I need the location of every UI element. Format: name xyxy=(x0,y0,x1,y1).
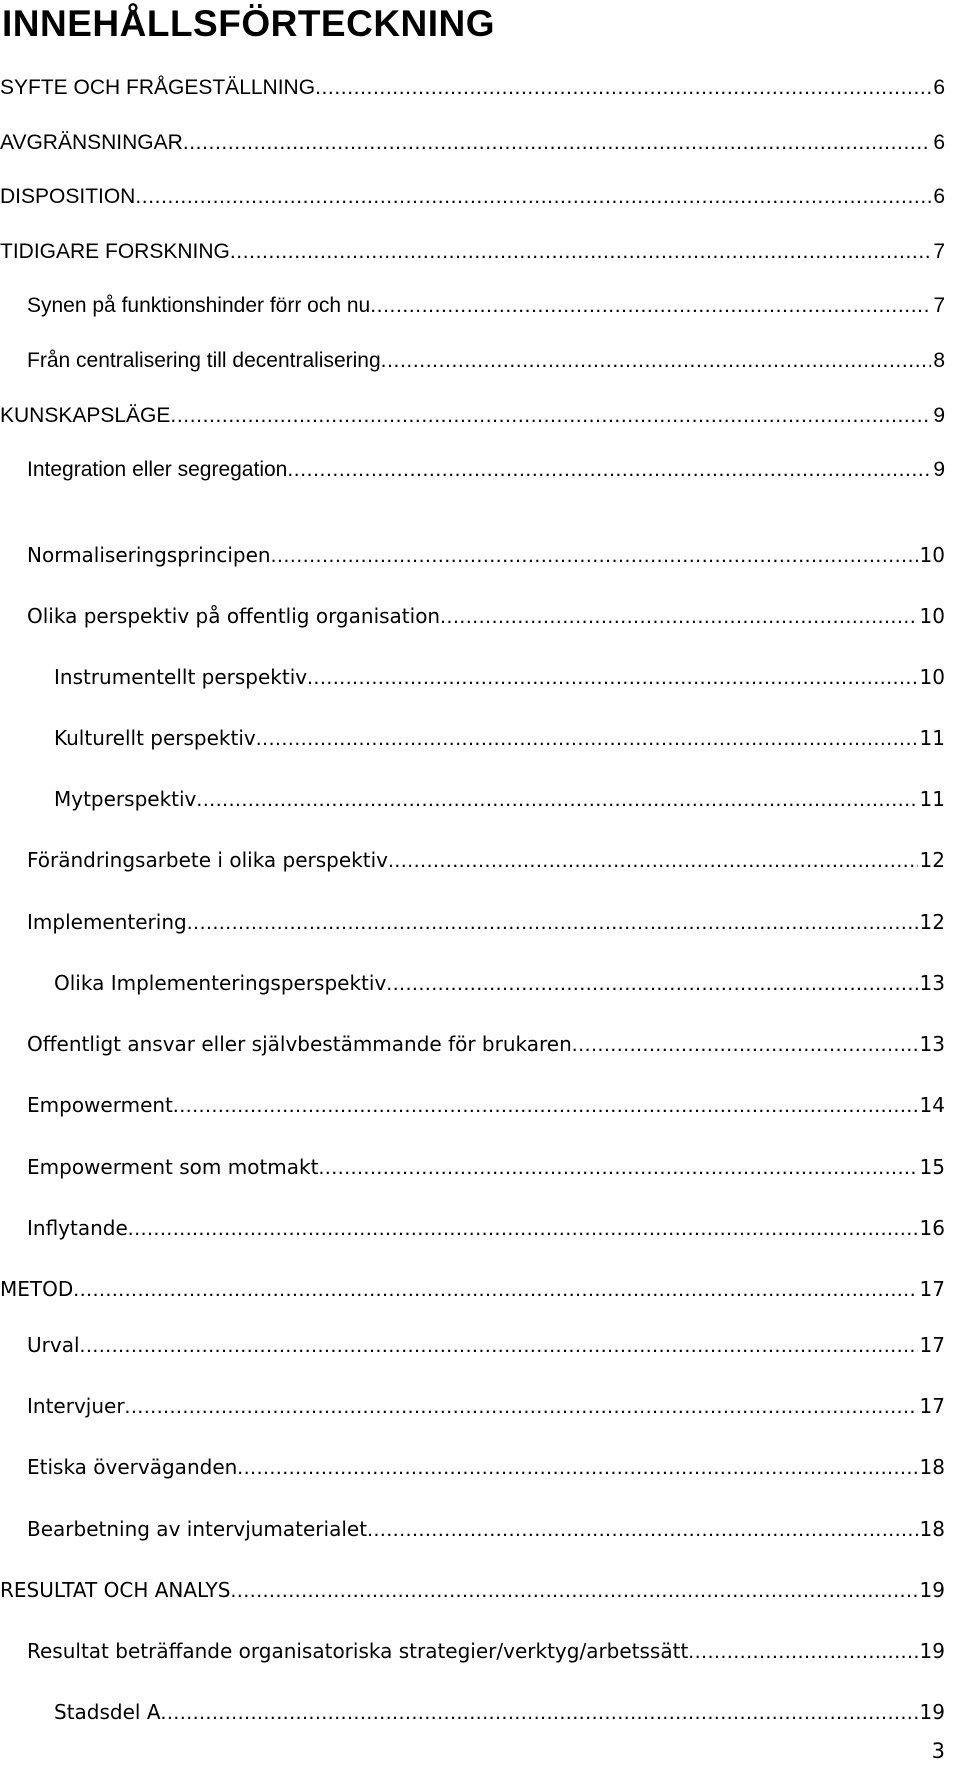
toc-entry-page: 17 xyxy=(919,1277,945,1301)
toc-entry[interactable] xyxy=(27,601,945,631)
toc-entry-page: 9 xyxy=(933,404,945,427)
toc-entry-label: Urval xyxy=(27,1333,80,1357)
toc-entry-label: KUNSKAPSLÄGE xyxy=(0,404,171,427)
dot-leader xyxy=(183,128,932,158)
toc-entry-label: Etiska överväganden xyxy=(27,1455,238,1479)
dot-leader xyxy=(187,908,918,938)
toc-entry-label: Olika perspektiv på offentlig organisation xyxy=(27,604,441,628)
dot-leader xyxy=(381,346,932,376)
toc-entry[interactable] xyxy=(0,73,945,103)
toc-entry[interactable] xyxy=(27,1029,945,1059)
toc-entry[interactable] xyxy=(27,1514,945,1544)
dot-leader xyxy=(256,724,918,754)
dot-leader xyxy=(386,969,917,999)
toc-entry[interactable] xyxy=(0,401,945,431)
toc-entry-page: 7 xyxy=(933,294,945,317)
toc-entry-page: 19 xyxy=(919,1639,945,1663)
dot-leader xyxy=(271,541,918,571)
toc-entry[interactable] xyxy=(54,968,945,998)
toc-entry-page: 10 xyxy=(919,543,945,567)
dot-leader xyxy=(315,73,931,103)
toc-entry-page: 14 xyxy=(919,1093,945,1117)
toc-entry-label: Inflytande xyxy=(27,1216,128,1240)
toc-entry-label: Integration eller segregation xyxy=(27,458,288,481)
toc-entry-page: 17 xyxy=(919,1394,945,1418)
toc-entry-page: 15 xyxy=(919,1155,945,1179)
toc-entry-label: Resultat beträffande organisatoriska strategier/verktyg/arbetssätt xyxy=(27,1639,689,1663)
toc-entry-label: Förändringsarbete i olika perspektiv xyxy=(27,848,388,872)
toc-entry-page: 18 xyxy=(919,1455,945,1479)
toc-entry-page: 9 xyxy=(933,458,945,481)
dot-leader xyxy=(73,1275,917,1305)
toc-entry-label: Bearbetning av intervjumaterialet xyxy=(27,1517,368,1541)
toc-entry[interactable] xyxy=(27,907,945,937)
page-number: 3 xyxy=(931,1739,945,1763)
dot-leader xyxy=(572,1030,918,1060)
dot-leader xyxy=(367,1515,917,1545)
dot-leader xyxy=(128,1214,918,1244)
dot-leader xyxy=(125,1392,918,1422)
dot-leader xyxy=(287,455,931,485)
toc-entry-page: 10 xyxy=(919,604,945,628)
toc-entry-page: 18 xyxy=(919,1517,945,1541)
toc-entry-label: AVGRÄNSNINGAR xyxy=(0,131,183,154)
toc-entry[interactable] xyxy=(27,1636,945,1666)
toc-entry-label: SYFTE OCH FRÅGESTÄLLNING xyxy=(0,76,316,99)
toc-entry-label: RESULTAT OCH ANALYS xyxy=(0,1578,231,1602)
toc-entry[interactable] xyxy=(27,1391,945,1421)
toc-entry-page: 19 xyxy=(919,1700,945,1724)
toc-entry[interactable] xyxy=(0,1575,945,1605)
toc-entry-page: 10 xyxy=(919,665,945,689)
toc-entry-label: Empowerment xyxy=(27,1093,173,1117)
toc-entry-page: 8 xyxy=(933,349,945,372)
toc-entry[interactable] xyxy=(0,237,945,267)
dot-leader xyxy=(370,291,931,321)
dot-leader xyxy=(230,1576,917,1606)
toc-entry-label: Empowerment som motmakt xyxy=(27,1155,319,1179)
dot-leader xyxy=(318,1153,917,1183)
toc-entry-label: Olika Implementeringsperspektiv xyxy=(54,971,387,995)
toc-entry-page: 6 xyxy=(933,131,945,154)
toc-entry[interactable] xyxy=(27,455,945,485)
toc-entry-label: Offentligt ansvar eller självbestämmande för brukaren xyxy=(27,1032,572,1056)
dot-leader xyxy=(173,1091,918,1121)
toc-entry-label: Mytperspektiv xyxy=(54,787,197,811)
toc-entry-page: 11 xyxy=(919,726,945,750)
toc-entry-label: TIDIGARE FORSKNING xyxy=(0,240,230,263)
toc-entry[interactable] xyxy=(27,1152,945,1182)
dot-leader xyxy=(307,663,917,693)
dot-leader xyxy=(196,785,917,815)
toc-entry-label: Synen på funktionshinder förr och nu xyxy=(27,294,371,317)
dot-leader xyxy=(161,1698,918,1728)
toc-entry[interactable] xyxy=(0,1274,945,1304)
toc-entry[interactable] xyxy=(27,291,945,321)
toc-entry[interactable] xyxy=(54,723,945,753)
toc-entry[interactable] xyxy=(27,1213,945,1243)
dot-leader xyxy=(237,1453,917,1483)
toc-entry-page: 19 xyxy=(919,1578,945,1602)
dot-leader xyxy=(688,1637,917,1667)
dot-leader xyxy=(80,1331,918,1361)
toc-entry-label: Kulturellt perspektiv xyxy=(54,726,256,750)
toc-entry-label: METOD xyxy=(0,1277,74,1301)
toc-title: INNEHÅLLSFÖRTECKNING xyxy=(2,3,496,44)
toc-entry[interactable] xyxy=(27,1452,945,1482)
toc-entry-label: Implementering xyxy=(27,910,187,934)
toc-entry-page: 6 xyxy=(933,76,945,99)
toc-entry-page: 17 xyxy=(919,1333,945,1357)
dot-leader xyxy=(440,602,917,632)
toc-entry-label: DISPOSITION xyxy=(0,185,136,208)
toc-entry-label: Intervjuer xyxy=(27,1394,125,1418)
toc-entry[interactable] xyxy=(27,1090,945,1120)
toc-entry-label: Normaliseringsprincipen xyxy=(27,543,271,567)
toc-entry[interactable] xyxy=(54,784,945,814)
toc-entry[interactable] xyxy=(27,346,945,376)
toc-entry-page: 7 xyxy=(933,240,945,263)
toc-entry-label: Stadsdel A xyxy=(54,1700,161,1724)
toc-entry[interactable] xyxy=(27,1330,945,1360)
toc-entry[interactable] xyxy=(54,1697,945,1727)
toc-entry[interactable] xyxy=(27,540,945,570)
toc-entry-page: 13 xyxy=(919,1032,945,1056)
dot-leader xyxy=(388,846,918,876)
toc-entry-page: 16 xyxy=(919,1216,945,1240)
toc-entry-label: Instrumentellt perspektiv xyxy=(54,665,308,689)
toc-entry-page: 11 xyxy=(919,787,945,811)
toc-entry[interactable] xyxy=(54,662,945,692)
toc-entry-page: 6 xyxy=(933,185,945,208)
toc-entry-label: Från centralisering till decentralisering xyxy=(27,349,381,372)
toc-entry[interactable] xyxy=(27,845,945,875)
dot-leader xyxy=(135,182,931,212)
toc-entry-page: 12 xyxy=(919,848,945,872)
toc-entry[interactable] xyxy=(0,182,945,212)
toc-entry-page: 12 xyxy=(919,910,945,934)
toc-entry-page: 13 xyxy=(919,971,945,995)
dot-leader xyxy=(170,401,931,431)
dot-leader xyxy=(230,237,931,267)
toc-entry[interactable] xyxy=(0,128,945,158)
